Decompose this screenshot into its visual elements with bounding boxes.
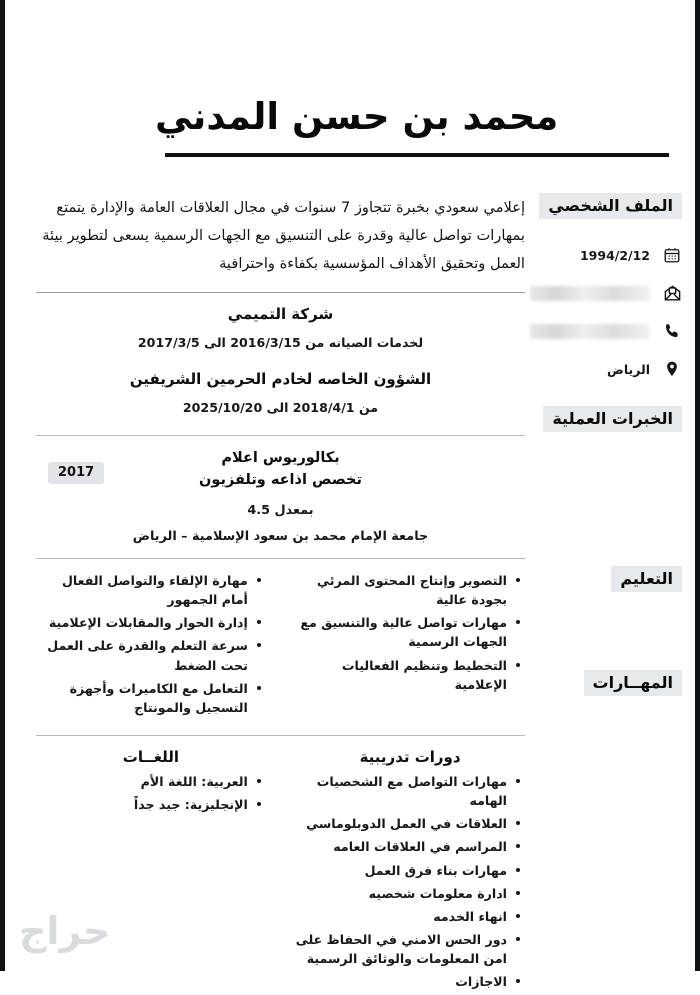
list-item: التخطيط وتنظيم الفعاليات الإعلامية [295,656,509,694]
profile-summary-block [36,188,525,278]
list-item: مهارات التواصل مع الشخصيات الهامه [295,772,509,810]
divider-after-skills [36,735,525,736]
contact-value-city: الرياض [607,361,650,377]
contact-row-email [530,274,690,312]
skills-column-left [36,571,266,721]
education-gpa: بمعدل 4.5 [247,502,314,518]
cv-header [155,96,669,157]
list-item: العربية: اللغة الأم [36,772,250,791]
skills-column-right [295,571,525,721]
sidebar-section-profile [539,193,682,219]
list-item: إدارة الحوار والمقابلات الإعلامية [36,613,250,632]
sidebar-section-skills [584,670,683,696]
experience-employer-1: شركة التميمي [227,305,334,324]
contact-value-phone [530,324,650,339]
experience-employer-2: الشؤون الخاصه لخادم الحرمين الشريفين [129,370,432,389]
education-degree-line-2: تخصص اذاعه وتلفزيون [199,471,362,488]
contact-list [530,236,690,388]
list-item: التصوير وإنتاج المحتوى المرئي بجودة عالية [295,571,509,609]
education-block [36,448,525,544]
experience-block [36,305,525,415]
list-item: مهارة الإلقاء والتواصل الفعال أمام الجمهور [36,571,250,609]
calendar-icon [662,245,682,265]
list-item: انهاء الخدمه [295,907,509,926]
sidebar-section-experience [543,406,682,432]
location-pin-icon [662,359,682,379]
sidebar-section-education [611,566,682,592]
contact-row-birthdate [530,236,690,274]
divider-after-education [36,558,525,559]
list-item: الاجازات [295,972,509,991]
list-item: العلاقات في العمل الدوبلوماسي [295,814,509,833]
courses-heading: دورات تدريبية [359,747,461,766]
profile-summary-text: إعلامي سعودي بخبرة تتجاوز 7 سنوات في مجال العلاقات العامة والإدارة يتمتع بمهارات تواصل عالية وقدرة على التنسيق مع الجهات الرسمية يسعى لتطوير بيئة العمل وتحقيق الأهداف المؤسسية بكفاءة واحترافية [42,199,525,273]
envelope-icon [662,283,682,303]
section-title-skills: المهــارات [584,670,683,696]
skills-list-right [295,571,525,694]
section-title-profile: الملف الشخصي [539,193,682,219]
list-item: مهارات تواصل عالية والتنسيق مع الجهات الرسمية [295,613,509,651]
courses-languages-block [36,748,525,995]
phone-icon [662,321,682,341]
watermark: حراج [19,909,111,953]
sidebar [530,188,690,971]
contact-value-email [530,286,650,301]
candidate-name: محمد بن حسن المدني [155,95,559,138]
list-item: سرعة التعلم والقدرة على العمل تحت الضغط [36,636,250,674]
languages-heading: اللغــات [122,747,180,766]
education-university: جامعة الإمام محمد بن سعود الإسلامية – الرياض [132,528,429,544]
languages-list [36,772,266,814]
contact-row-city [530,350,690,388]
section-title-education: التعليم [611,566,682,592]
section-title-experience: الخبرات العملية [543,406,682,432]
list-item: دور الحس الامني في الحفاظ على امن المعلومات والوثائق الرسمية [295,930,509,968]
education-degree-line-1: بكالوريوس اعلام [221,450,340,467]
header-divider [165,153,669,157]
divider-after-experience [36,435,525,436]
skills-block [36,571,525,721]
education-year-badge: 2017 [48,462,104,484]
contact-value-birthdate: 1994/2/12 [579,247,650,263]
contact-row-phone [530,312,690,350]
courses-column [295,748,525,995]
experience-detail-1: لخدمات الصيانه من 2016/3/15 الى 2017/3/5 [137,335,424,351]
main-column [36,188,525,995]
list-item: التعامل مع الكاميرات وأجهزة التسجيل والمونتاج [36,679,250,717]
courses-list [295,772,525,991]
skills-list-left [36,571,266,717]
divider-after-summary [36,292,525,293]
list-item: ادارة معلومات شخصيه [295,884,509,903]
list-item: مهارات بناء فرق العمل [295,861,509,880]
languages-column [36,748,266,995]
experience-detail-2: من 2018/4/1 الى 2025/10/20 [182,400,379,416]
list-item: الإنجليزية: جيد جداً [36,795,250,814]
cv-body [10,188,690,990]
list-item: المراسم في العلاقات العامه [295,837,509,856]
